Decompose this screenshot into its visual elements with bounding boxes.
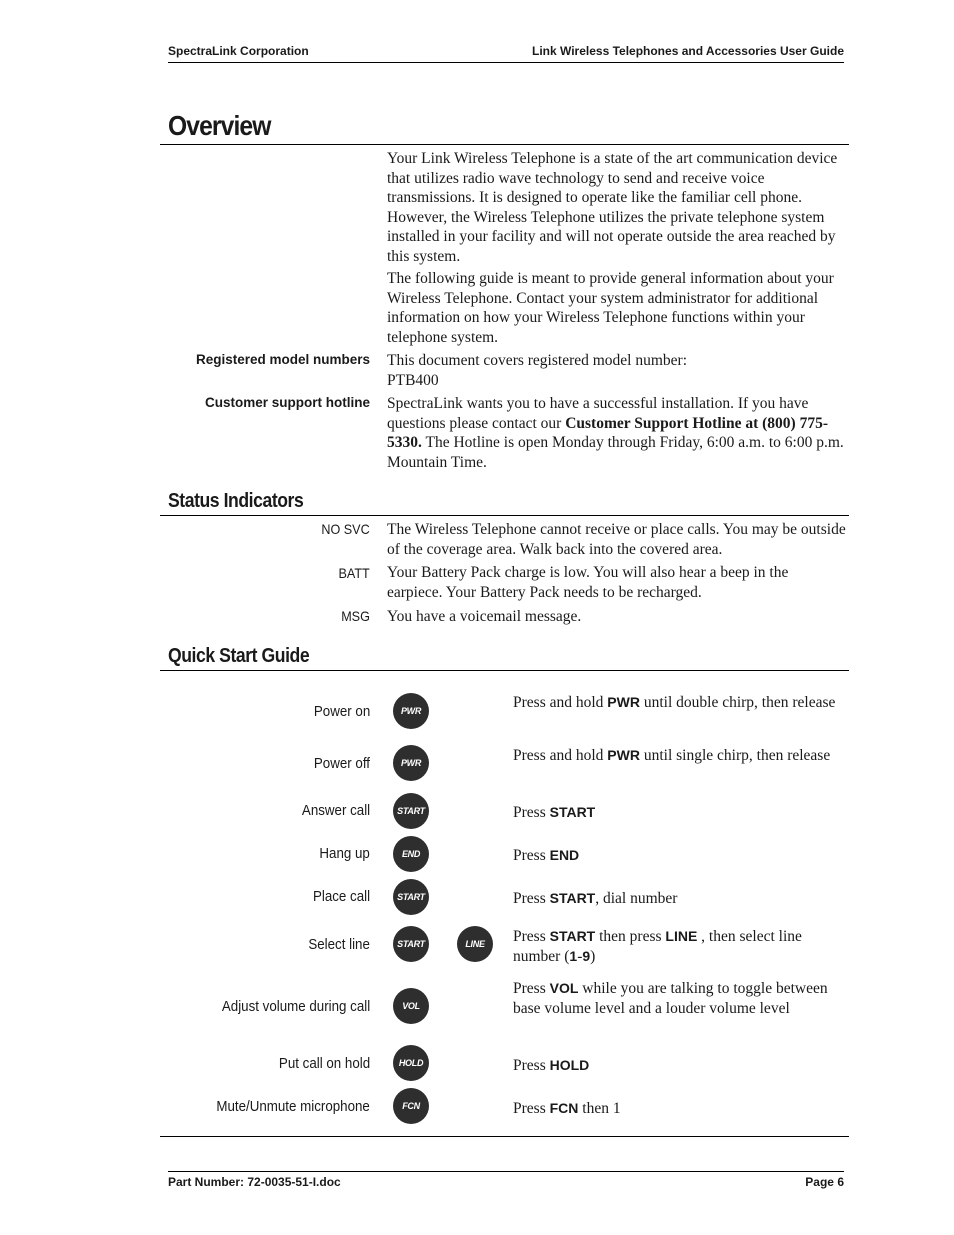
status-label-no-svc: NO SVC <box>321 521 370 537</box>
fcn-key-icon: FCN <box>393 1088 429 1124</box>
registered-model-line-1: This document covers registered model number: <box>387 352 688 369</box>
quick-label-hang-up: Hang up <box>319 846 370 862</box>
start-key-icon: START <box>393 793 429 829</box>
registered-model-text <box>387 351 847 390</box>
line-key-icon: LINE <box>457 926 493 962</box>
vol-key-icon: VOL <box>393 988 429 1024</box>
quick-text-place-call: Press START, dial number <box>513 890 678 907</box>
registered-model-number: PTB400 <box>387 371 439 389</box>
overview-heading: Overview <box>168 110 271 141</box>
quick-label-hold: Put call on hold <box>278 1056 370 1072</box>
quick-label-mute: Mute/Unmute microphone <box>216 1099 370 1115</box>
end-key-icon: END <box>393 836 429 872</box>
status-text-no-svc: The Wireless Telephone cannot receive or place calls. You may be outside of the coverage area. Walk back into the covered area. <box>387 521 846 558</box>
quick-start-heading: Quick Start Guide <box>168 645 310 667</box>
support-hotline-label: Customer support hotline <box>205 395 370 410</box>
header-doc-title: Link Wireless Telephones and Accessories User Guide <box>531 44 844 58</box>
quick-text-mute: Press FCN then 1 <box>513 1100 621 1117</box>
overview-rule <box>160 144 849 145</box>
status-label-msg: MSG <box>341 608 370 624</box>
page-footer <box>168 1171 844 1189</box>
quick-label-power-on: Power on <box>313 704 370 720</box>
quick-text-power-off: Press and hold PWR until single chirp, then release <box>513 747 831 764</box>
start-key-icon: START <box>393 879 429 915</box>
header-company: SpectraLink Corporation <box>168 44 309 58</box>
quick-text-power-on: Press and hold PWR until double chirp, then release <box>513 694 836 711</box>
quick-label-answer-call: Answer call <box>301 803 370 819</box>
overview-paragraph-2: The following guide is meant to provide general information about your Wireless Telephone. Contact your system administrator for additional information on how your Wireless Telephone functions within your telephone system. <box>387 270 834 346</box>
support-text-post: The Hotline is open Monday through Friday, 6:00 a.m. to 6:00 p.m. Mountain Time. <box>387 434 844 471</box>
quick-text-hang-up: Press END <box>513 847 580 864</box>
start-key-icon: START <box>393 926 429 962</box>
quick-start-rule <box>160 670 849 671</box>
quick-label-adjust-volume: Adjust volume during call <box>221 999 370 1015</box>
footer-page-number: Page 6 <box>805 1175 844 1189</box>
page-header <box>168 44 844 63</box>
quick-text-answer-call: Press START <box>513 804 596 821</box>
footer-part-number: Part Number: 72-0035-51-I.doc <box>168 1175 341 1189</box>
quick-text-adjust-volume: Press VOL while you are talking to toggle between base volume level and a louder volume level <box>513 980 828 1017</box>
quick-label-power-off: Power off <box>313 756 370 772</box>
support-text-pre: SpectraLink wants you to have a successful installation. If you have questions please contact our <box>387 395 809 432</box>
status-rule <box>160 515 849 516</box>
status-text-msg: You have a voicemail message. <box>387 608 582 625</box>
status-indicators-heading: Status Indicators <box>168 490 304 512</box>
status-label-batt: BATT <box>338 565 370 581</box>
quick-text-select-line: Press START then press LINE , then select line number (1-9) <box>513 928 802 965</box>
registered-model-label: Registered model numbers <box>195 352 370 367</box>
support-hotline-text <box>387 394 847 472</box>
status-text-batt: Your Battery Pack charge is low. You will also hear a beep in the earpiece. Your Battery Pack needs to be recharged. <box>387 564 789 601</box>
quick-text-hold: Press HOLD <box>513 1057 590 1074</box>
quick-start-bottom-rule <box>160 1136 849 1137</box>
overview-paragraph-1: Your Link Wireless Telephone is a state of the art communication device that utilizes radio wave technology to send and receive voice transmissions. It is designed to operate like the familiar cell phone. However, the Wireless Telephone utilizes the private telephone system installed in your facility and will not operate outside the area reached by this system. <box>387 150 838 265</box>
pwr-key-icon: PWR <box>393 745 429 781</box>
pwr-key-icon: PWR <box>393 693 429 729</box>
quick-label-select-line: Select line <box>308 937 370 953</box>
quick-label-place-call: Place call <box>312 889 370 905</box>
support-hotline-number: Customer Support Hotline at (800) 775-5330. <box>387 414 828 451</box>
hold-key-icon: HOLD <box>393 1045 429 1081</box>
